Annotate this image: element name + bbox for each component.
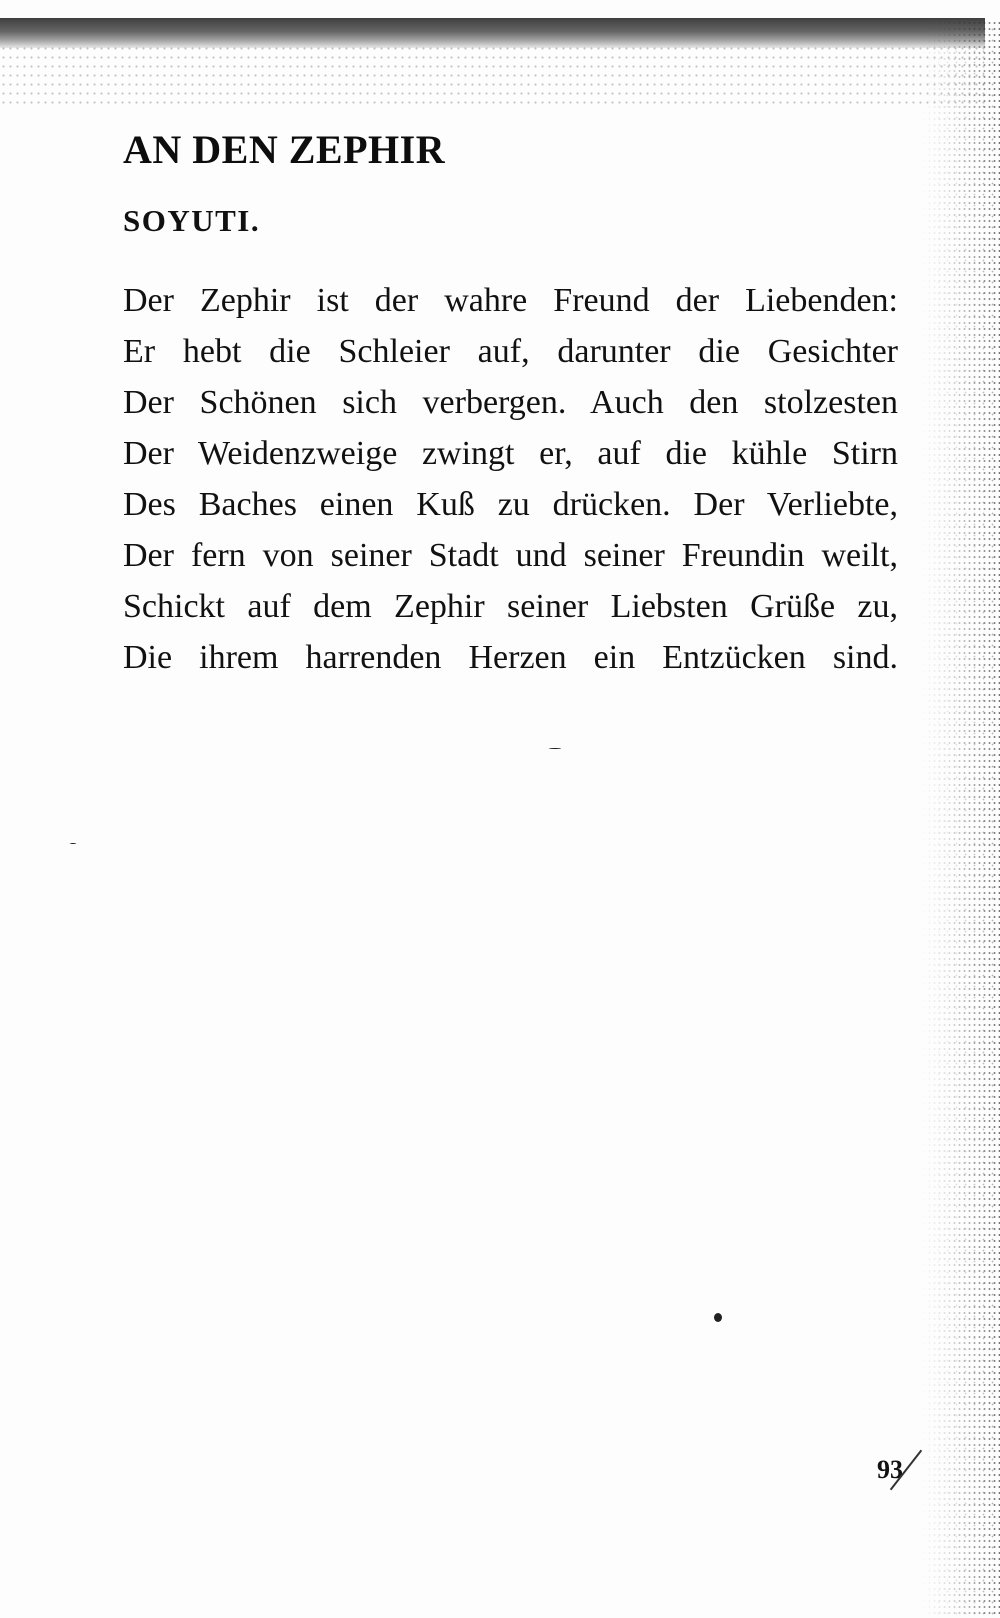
page-number: 93 xyxy=(877,1455,903,1484)
scan-speck xyxy=(70,843,76,844)
poem-line: Der Schönen sich verbergen. Auch den stolzesten xyxy=(123,384,898,421)
scan-speck xyxy=(549,748,561,749)
poem-line: Der Zephir ist der wahre Freund der Liebenden: xyxy=(123,282,898,319)
poem-line: Die ihrem harrenden Herzen ein Entzücken sind. xyxy=(123,639,898,676)
poem-line: Des Baches einen Kuß zu drücken. Der Verliebte, xyxy=(123,486,898,523)
poem-line: Er hebt die Schleier auf, darunter die Gesichter xyxy=(123,333,898,370)
poem-title: AN DEN ZEPHIR xyxy=(123,127,446,172)
scan-speck xyxy=(714,1313,722,1322)
poem-line: Der fern von seiner Stadt und seiner Freundin weilt, xyxy=(123,537,898,574)
page-right-edge-speckle xyxy=(922,20,1000,1618)
poem-line: Der Weidenzweige zwingt er, auf die kühle Stirn xyxy=(123,435,898,472)
page-top-speckle xyxy=(0,44,985,104)
poem-line: Schickt auf dem Zephir seiner Liebsten Grüße zu, xyxy=(123,588,898,625)
poem-author: SOYUTI. xyxy=(123,203,261,238)
poem-body xyxy=(123,275,923,683)
